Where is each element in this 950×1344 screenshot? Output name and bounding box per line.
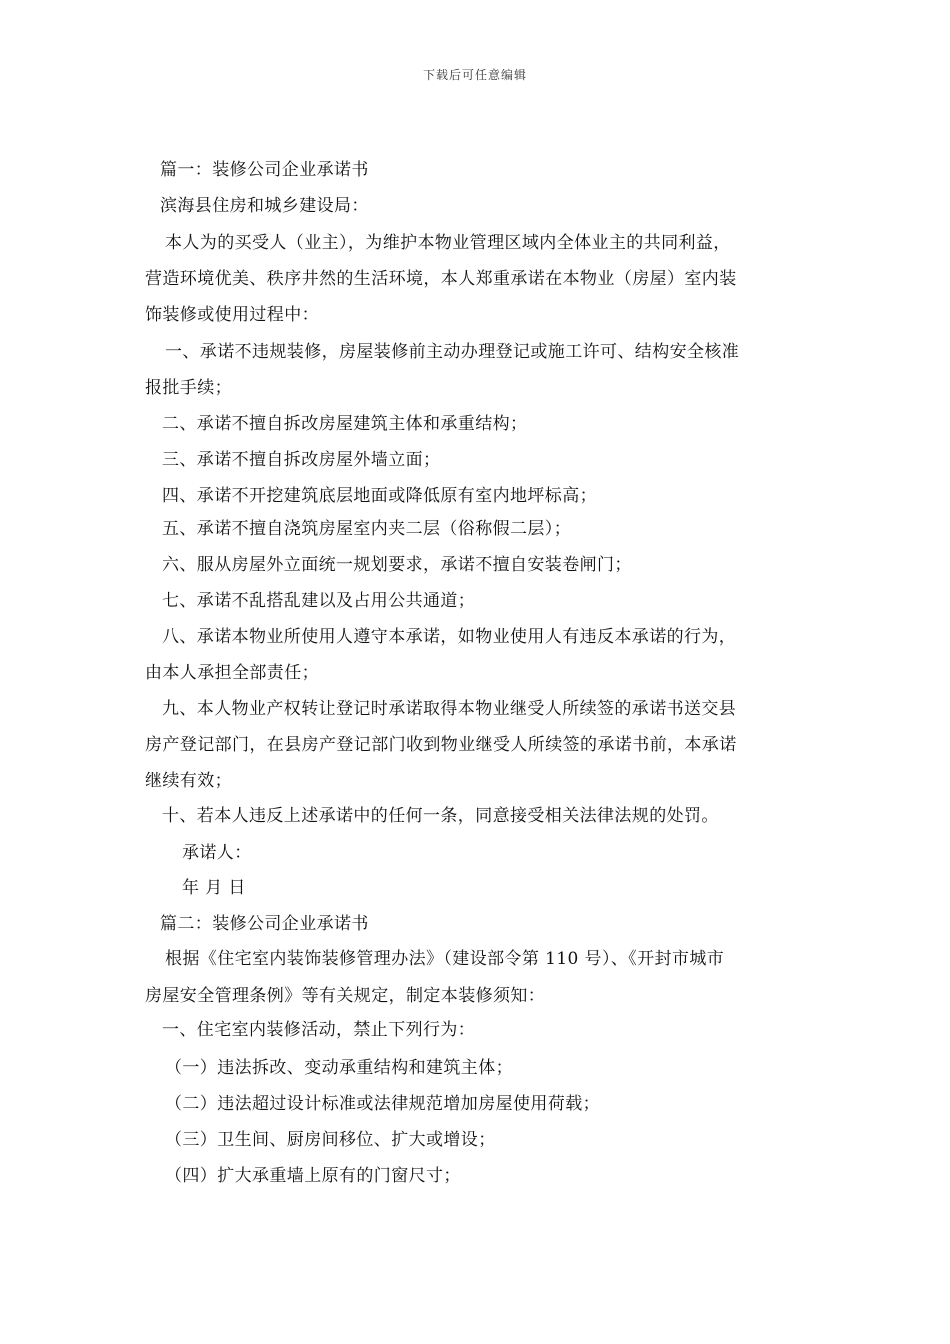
list-item: 七、承诺不乱搭乱建以及占用公共通道； xyxy=(162,591,476,611)
list-item: 一、承诺不违规装修，房屋装修前主动办理登记或施工许可、结构安全核准 xyxy=(165,342,740,362)
paragraph-line: 营造环境优美、秩序井然的生活环境，本人郑重承诺在本物业（房屋）室内装 xyxy=(145,269,737,289)
list-item: 四、承诺不开挖建筑底层地面或降低原有室内地坪标高； xyxy=(162,486,597,506)
paragraph-line: 房屋安全管理条例》等有关规定，制定本装修须知： xyxy=(145,986,546,1006)
paragraph-line: 本人为的买受人（业主），为维护本物业管理区域内全体业主的共同利益， xyxy=(165,233,731,253)
list-item: 八、承诺本物业所使用人遵守本承诺，如物业使用人有违反本承诺的行为， xyxy=(162,627,737,647)
list-item: 继续有效； xyxy=(145,771,232,791)
list-item: 由本人承担全部责任； xyxy=(145,663,319,683)
date-label: 年 月 日 xyxy=(182,878,246,898)
signature-label: 承诺人： xyxy=(182,843,252,863)
list-item: 六、服从房屋外立面统一规划要求，承诺不擅自安装卷闸门； xyxy=(162,555,632,575)
list-item: 报批手续； xyxy=(145,378,232,398)
list-item: 十、若本人违反上述承诺中的任何一条，同意接受相关法律法规的处罚。 xyxy=(162,806,719,826)
sub-list-item: （三）卫生间、厨房间移位、扩大或增设； xyxy=(165,1130,496,1150)
list-item: 三、承诺不擅自拆改房屋外墙立面； xyxy=(162,450,441,470)
list-item: 五、承诺不擅自浇筑房屋室内夹二层（俗称假二层）； xyxy=(162,519,572,539)
header-note: 下载后可任意编辑 xyxy=(422,68,527,82)
section-title-1: 篇一：装修公司企业承诺书 xyxy=(160,160,369,180)
section-title-2: 篇二：装修公司企业承诺书 xyxy=(160,914,369,934)
sub-list-item: （二）违法超过设计标准或法律规范增加房屋使用荷载； xyxy=(165,1094,600,1114)
list-item: 一、住宅室内装修活动，禁止下列行为： xyxy=(162,1020,476,1040)
sub-list-item: （一）违法拆改、变动承重结构和建筑主体； xyxy=(165,1058,513,1078)
paragraph-line: 根据《住宅室内装饰装修管理办法》（建设部令第 110 号）、《开封市城市 xyxy=(165,949,725,969)
sub-list-item: （四）扩大承重墙上原有的门窗尺寸； xyxy=(165,1166,461,1186)
list-item: 二、承诺不擅自拆改房屋建筑主体和承重结构； xyxy=(162,414,528,434)
list-item: 九、本人物业产权转让登记时承诺取得本物业继受人所续签的承诺书送交县 xyxy=(162,699,737,719)
paragraph-line: 饰装修或使用过程中： xyxy=(145,305,319,325)
list-item: 房产登记部门，在县房产登记部门收到物业继受人所续签的承诺书前，本承诺 xyxy=(145,735,737,755)
addressee: 滨海县住房和城乡建设局： xyxy=(160,196,369,216)
